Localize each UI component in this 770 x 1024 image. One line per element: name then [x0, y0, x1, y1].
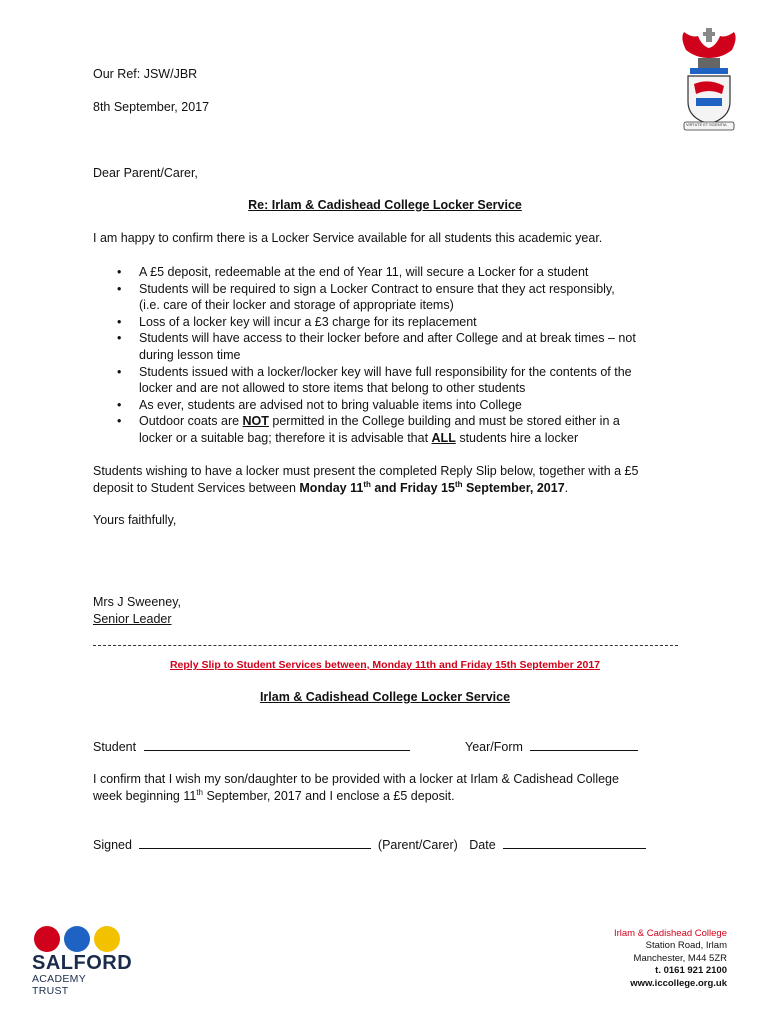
letter-subject: Re: Irlam & Cadishead College Locker Service [248, 198, 522, 212]
list-item: • Loss of a locker key will incur a £3 charge for its replacement [117, 314, 477, 329]
signatory-role: Senior Leader [93, 612, 172, 626]
college-crest-logo [678, 28, 740, 132]
signatory-name: Mrs J Sweeney, [93, 595, 181, 609]
reference-line: Our Ref: JSW/JBR [93, 67, 198, 81]
student-row: Student [93, 738, 410, 755]
trust-name: SALFORD [32, 952, 133, 974]
website-link[interactable]: www.iccollege.org.uk [630, 977, 727, 989]
list-item: • Outdoor coats are NOT permitted in the College building and must be stored either in a locker or a suitable bag; therefore it is advisable that ALL students hire a locker [117, 414, 620, 445]
signed-row: Signed (Parent/Carer) Date [93, 836, 646, 853]
confirm-line-1: I confirm that I wish my son/daughter to be provided with a locker at Irlam & Cadishead College [93, 772, 619, 786]
address-line-1: Station Road, Irlam [645, 940, 727, 952]
terms-list [93, 264, 693, 447]
student-name-field[interactable] [144, 738, 410, 751]
intro-paragraph: I am happy to confirm there is a Locker Service available for all students this academic year. [93, 231, 603, 245]
reply-slip-title: Irlam & Cadishead College Locker Service [259, 690, 511, 704]
confirm-line-2: week beginning 11th September, 2017 and I enclose a £5 deposit. [93, 787, 455, 803]
yellow-circle [94, 926, 120, 952]
instructions-line-2: deposit to Student Services between Monday 11th and Friday 15th September, 2017. [93, 479, 569, 495]
signature-field[interactable] [139, 836, 371, 849]
date-field[interactable] [503, 836, 646, 849]
instructions-line-1: Students wishing to have a locker must present the completed Reply Slip below, together with a £5 [93, 464, 639, 478]
phone: t. 0161 921 2100 [655, 965, 727, 977]
college-name: Irlam & Cadishead College [613, 928, 727, 939]
letter-date: 8th September, 2017 [93, 100, 210, 114]
closing: Yours faithfully, [93, 513, 177, 527]
blue-circle [64, 926, 90, 952]
college-address [614, 928, 727, 990]
reply-slip-header: Reply Slip to Student Services between, Monday 11th and Friday 15th September 2017 [169, 659, 601, 671]
list-item: • Students will be required to sign a Locker Contract to ensure that they act responsibly, (i.e. care of their locker and storage of appropriate items) [117, 281, 615, 313]
crest-motto: VIRTUTE ET SCIENTIA [686, 123, 727, 127]
list-item: • As ever, students are advised not to bring valuable items into College [117, 397, 522, 412]
cut-line [93, 645, 678, 646]
list-item: • A £5 deposit, redeemable at the end of Year 11, will secure a Locker for a student [117, 265, 589, 279]
red-circle [34, 926, 60, 952]
salutation: Dear Parent/Carer, [93, 166, 198, 180]
address-line-2: Manchester, M44 5ZR [633, 952, 727, 964]
yearform-field[interactable] [530, 738, 638, 751]
list-item: • Students will have access to their locker before and after College and at break times – not during lesson time [117, 331, 636, 362]
list-item: • Students issued with a locker/locker key will have full responsibility for the contents of the locker and are not allowed to store items that belong to other students [117, 364, 632, 396]
trust-subtitle: ACADEMY TRUST [32, 973, 86, 997]
yearform-row: Year/Form [465, 738, 638, 755]
